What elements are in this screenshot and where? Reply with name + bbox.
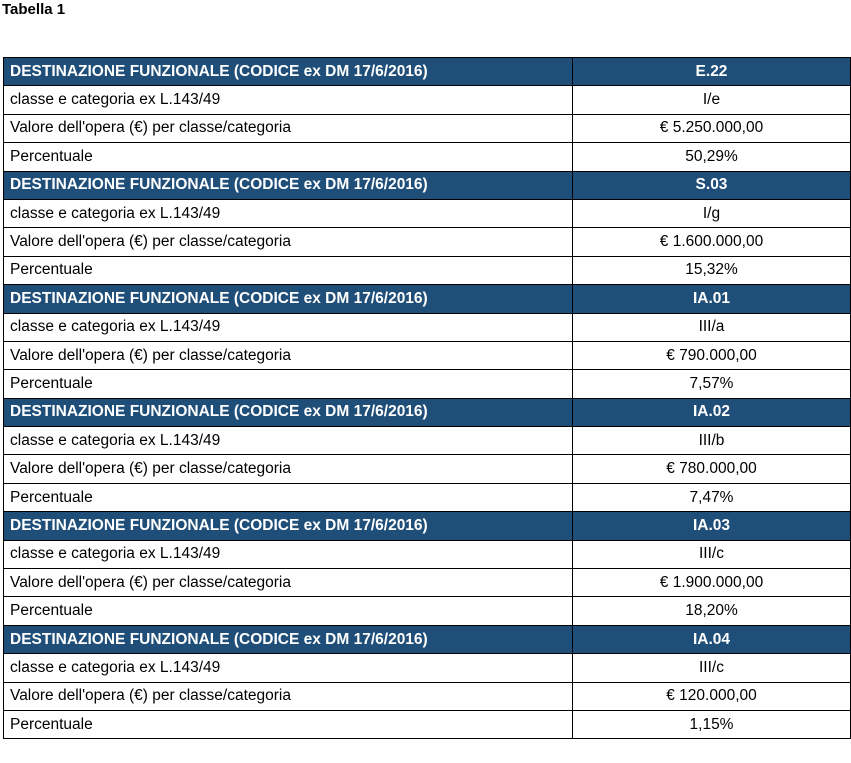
group-header-row-e-22 [4,58,851,86]
group-header-label: DESTINAZIONE FUNZIONALE (CODICE ex DM 17/6/2016) [4,512,573,540]
table-row [4,228,851,256]
row-label: Valore dell'opera (€) per classe/categoria [4,341,573,369]
table-row [4,427,851,455]
row-label: Percentuale [4,597,573,625]
table-row [4,682,851,710]
row-value: III/c [573,540,851,568]
group-header-label: DESTINAZIONE FUNZIONALE (CODICE ex DM 17/6/2016) [4,171,573,199]
row-value: III/c [573,654,851,682]
row-value: 50,29% [573,143,851,171]
row-label: classe e categoria ex L.143/49 [4,313,573,341]
group-code: IA.01 [573,285,851,313]
row-value: € 790.000,00 [573,341,851,369]
row-value: I/e [573,86,851,114]
row-value: III/b [573,427,851,455]
row-label: classe e categoria ex L.143/49 [4,86,573,114]
table-caption: Tabella 1 [2,1,66,18]
row-label: Percentuale [4,370,573,398]
table-row [4,199,851,227]
row-label: Valore dell'opera (€) per classe/categoria [4,682,573,710]
group-code: S.03 [573,171,851,199]
table-row [4,341,851,369]
table-row [4,483,851,511]
table-row [4,710,851,738]
group-header-label: DESTINAZIONE FUNZIONALE (CODICE ex DM 17/6/2016) [4,58,573,86]
table-row [4,597,851,625]
row-label: Percentuale [4,483,573,511]
row-label: Valore dell'opera (€) per classe/categoria [4,228,573,256]
row-value: I/g [573,199,851,227]
row-value: 18,20% [573,597,851,625]
group-header-row-ia-01 [4,285,851,313]
group-header-row-ia-04 [4,625,851,653]
row-value: III/a [573,313,851,341]
group-header-label: DESTINAZIONE FUNZIONALE (CODICE ex DM 17/6/2016) [4,398,573,426]
table-row [4,654,851,682]
group-header-label: DESTINAZIONE FUNZIONALE (CODICE ex DM 17/6/2016) [4,625,573,653]
group-code: IA.04 [573,625,851,653]
table-row [4,569,851,597]
group-header-row-ia-02 [4,398,851,426]
functional-destination-table [3,57,851,739]
group-header-label: DESTINAZIONE FUNZIONALE (CODICE ex DM 17/6/2016) [4,285,573,313]
group-header-row-ia-03 [4,512,851,540]
row-value: 7,57% [573,370,851,398]
group-code: IA.02 [573,398,851,426]
row-value: 7,47% [573,483,851,511]
table-row [4,370,851,398]
group-header-row-s-03 [4,171,851,199]
row-label: classe e categoria ex L.143/49 [4,540,573,568]
row-label: classe e categoria ex L.143/49 [4,654,573,682]
group-code: IA.03 [573,512,851,540]
row-label: classe e categoria ex L.143/49 [4,427,573,455]
row-value: € 5.250.000,00 [573,114,851,142]
row-value: € 1.600.000,00 [573,228,851,256]
row-label: classe e categoria ex L.143/49 [4,199,573,227]
table-row [4,114,851,142]
row-label: Percentuale [4,143,573,171]
row-value: € 1.900.000,00 [573,569,851,597]
table-body [4,58,851,739]
table-row [4,256,851,284]
group-code: E.22 [573,58,851,86]
table-row [4,455,851,483]
row-label: Percentuale [4,710,573,738]
row-value: € 120.000,00 [573,682,851,710]
table-row [4,540,851,568]
table-row [4,143,851,171]
table-row [4,313,851,341]
row-value: € 780.000,00 [573,455,851,483]
row-label: Valore dell'opera (€) per classe/categoria [4,569,573,597]
row-value: 15,32% [573,256,851,284]
row-value: 1,15% [573,710,851,738]
table-row [4,86,851,114]
row-label: Valore dell'opera (€) per classe/categoria [4,455,573,483]
row-label: Valore dell'opera (€) per classe/categoria [4,114,573,142]
row-label: Percentuale [4,256,573,284]
